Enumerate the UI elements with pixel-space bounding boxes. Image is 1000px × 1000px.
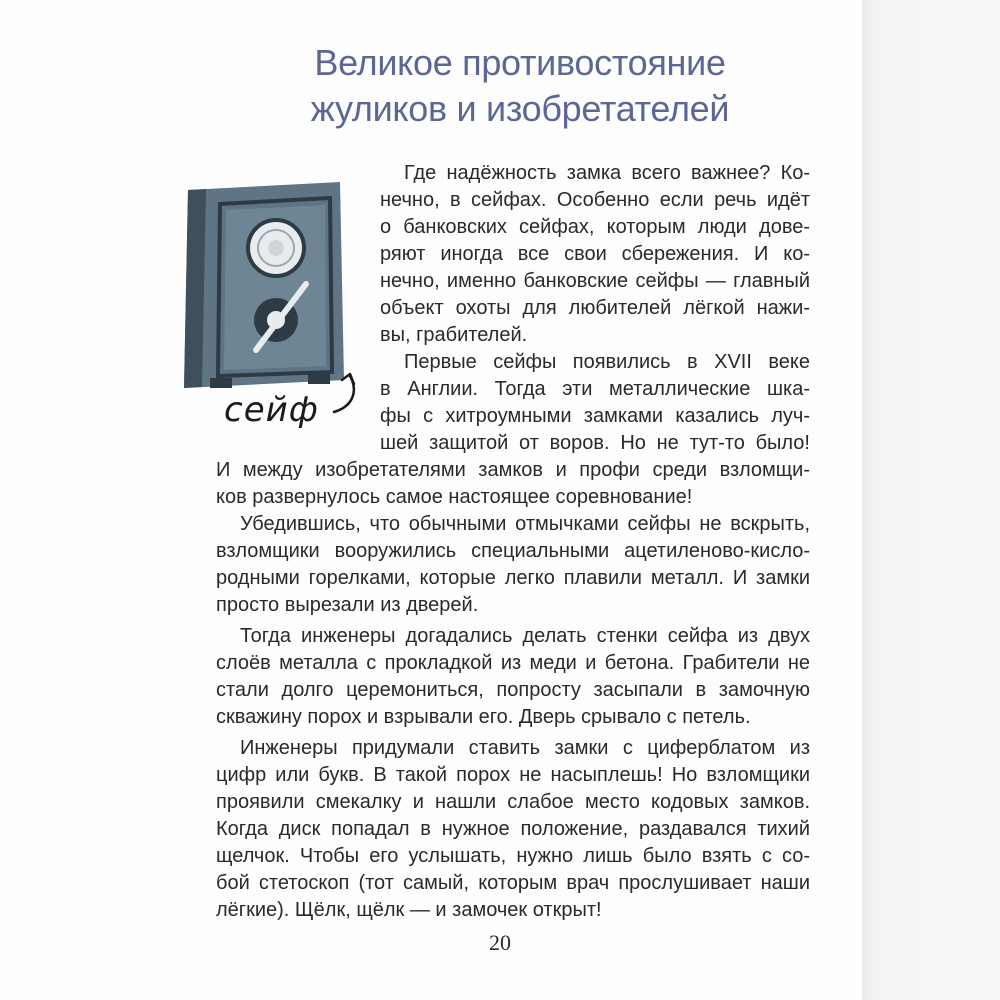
text-line: просто вырезали из дверей. xyxy=(216,594,479,616)
text-line: о банковских сейфах, которым люди дове- xyxy=(380,216,810,238)
text-line: лёгкие). Щёлк, щёлк — и замочек открыт! xyxy=(216,899,602,921)
text-line: щелчок. Чтобы его услышать, нужно лишь было взять с со- xyxy=(216,845,810,867)
page-number: 20 xyxy=(489,930,511,955)
text-line: Когда диск попадал в нужное положение, раздавался тихий xyxy=(216,818,810,840)
page-gutter xyxy=(862,0,1000,1000)
text-line: Где надёжность замка всего важнее? Ко- xyxy=(404,162,810,184)
text-line: цифр или букв. В такой порох не насыплешь! Но взломщики xyxy=(216,764,810,786)
text-line: ков развернулось самое настоящее соревнование! xyxy=(216,486,693,508)
text-line: скважину порох и взрывали его. Дверь срывало с петель. xyxy=(216,706,751,728)
text-line: Первые сейфы появились в XVII веке xyxy=(404,351,810,373)
title-line-1: Великое противостояние xyxy=(314,42,726,83)
text-line: слоёв металла с прокладкой из меди и бетона. Грабители не xyxy=(216,652,810,674)
text-line: нечно, в сейфах. Особенно если речь идёт xyxy=(380,189,810,211)
text-line: объект охоты для любителей лёгкой нажи- xyxy=(380,297,810,319)
text-line: ряют иногда все свои сбережения. И ко- xyxy=(380,243,810,265)
text-line: взломщики вооружились специальными ацетиленово-кисло- xyxy=(216,540,810,562)
text-line: Тогда инженеры догадались делать стенки сейфа из двух xyxy=(240,625,810,647)
text-line: бой стетоскоп (тот самый, которым врач прослушивает наши xyxy=(216,872,810,894)
text-line: в Англии. Тогда эти металлические шка- xyxy=(380,378,810,400)
curved-arrow-icon xyxy=(328,368,368,416)
text-line: Убедившись, что обычными отмычками сейфы не вскрыть, xyxy=(240,513,810,535)
illustration-caption: сейф xyxy=(224,390,319,430)
text-line: Инженеры придумали ставить замки с циферблатом из xyxy=(240,737,810,759)
title-line-2: жуликов и изобретателей xyxy=(310,88,730,129)
text-line: родными горелками, которые легко плавили металл. И замки xyxy=(216,567,810,589)
text-line: вы, грабителей. xyxy=(380,324,528,346)
text-line: стали долго церемониться, попросту засыпали в замочную xyxy=(216,679,810,701)
text-line: И между изобретателями замков и профи среди взломщи- xyxy=(216,459,810,481)
text-line: проявили смекалку и нашли слабое место кодовых замков. xyxy=(216,791,810,813)
page-title xyxy=(200,40,840,132)
text-line: фы с хитроумными замками казались луч- xyxy=(380,405,810,427)
safe-icon xyxy=(180,180,350,395)
text-line: нечно, именно банковские сейфы — главный xyxy=(380,270,810,292)
text-line: шей защитой от воров. Но не тут-то было! xyxy=(380,432,810,454)
